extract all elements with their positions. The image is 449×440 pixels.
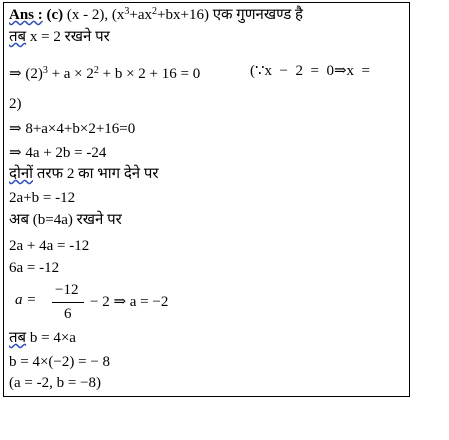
line3-text-a: ⇒ (2): [9, 66, 43, 82]
line-5: ⇒ 8+a×4+b×2+16=0: [9, 121, 136, 137]
line7-rest: तरफ 2 का भाग देने पर: [33, 166, 159, 182]
line3-text-b: + a × 2: [47, 66, 94, 82]
fraction-bar: [52, 302, 84, 303]
line1-text-a: (x - 2), (x: [66, 7, 125, 23]
line-10: 2a + 4a = -12: [9, 238, 90, 254]
ans-label: Ans :: [9, 7, 43, 23]
eq-lhs: a =: [15, 292, 37, 308]
eq-numerator: −12: [55, 282, 79, 298]
line1-sup-cube: 3: [124, 6, 130, 17]
line-8: 2a+b = -12: [9, 190, 76, 206]
line1-text-c: +bx+16) एक गुणनखण्ड है: [157, 7, 304, 23]
line1-text-b: +ax: [129, 7, 153, 23]
line13-rest: b = 4×a: [26, 330, 76, 346]
line-6: ⇒ 4a + 2b = -24: [9, 145, 107, 161]
line-14: b = 4×(−2) = − 8: [9, 354, 111, 370]
line-13: [9, 329, 76, 347]
word-tab-2: तब: [9, 330, 27, 346]
line-15: (a = -2, b = −8): [9, 375, 102, 391]
line-9: अब (b=4a) रखने पर: [9, 212, 122, 228]
eq-denominator: 6: [64, 306, 72, 322]
line3-sup-square: 2: [93, 65, 99, 76]
line3-sup-cube: 3: [42, 65, 48, 76]
option-label: (c): [46, 7, 64, 23]
line-2: [9, 28, 110, 46]
line-3: [9, 62, 200, 83]
word-donon: दोनों: [9, 166, 34, 182]
line-11: 6a = -12: [9, 260, 60, 276]
eq-rhs: − 2 ⇒ a = −2: [90, 294, 169, 310]
line-7: [9, 165, 159, 183]
line3-text-c: + b × 2 + 16 = 0: [98, 66, 201, 82]
line2-rest: x = 2 रखने पर: [26, 29, 110, 45]
line-4: 2): [9, 96, 22, 112]
word-tab: तब: [9, 29, 27, 45]
line1-sup-square: 2: [152, 6, 158, 17]
line3-because-note: (∵x − 2 = 0⇒x =: [250, 63, 370, 79]
answer-heading-line: [9, 3, 303, 24]
